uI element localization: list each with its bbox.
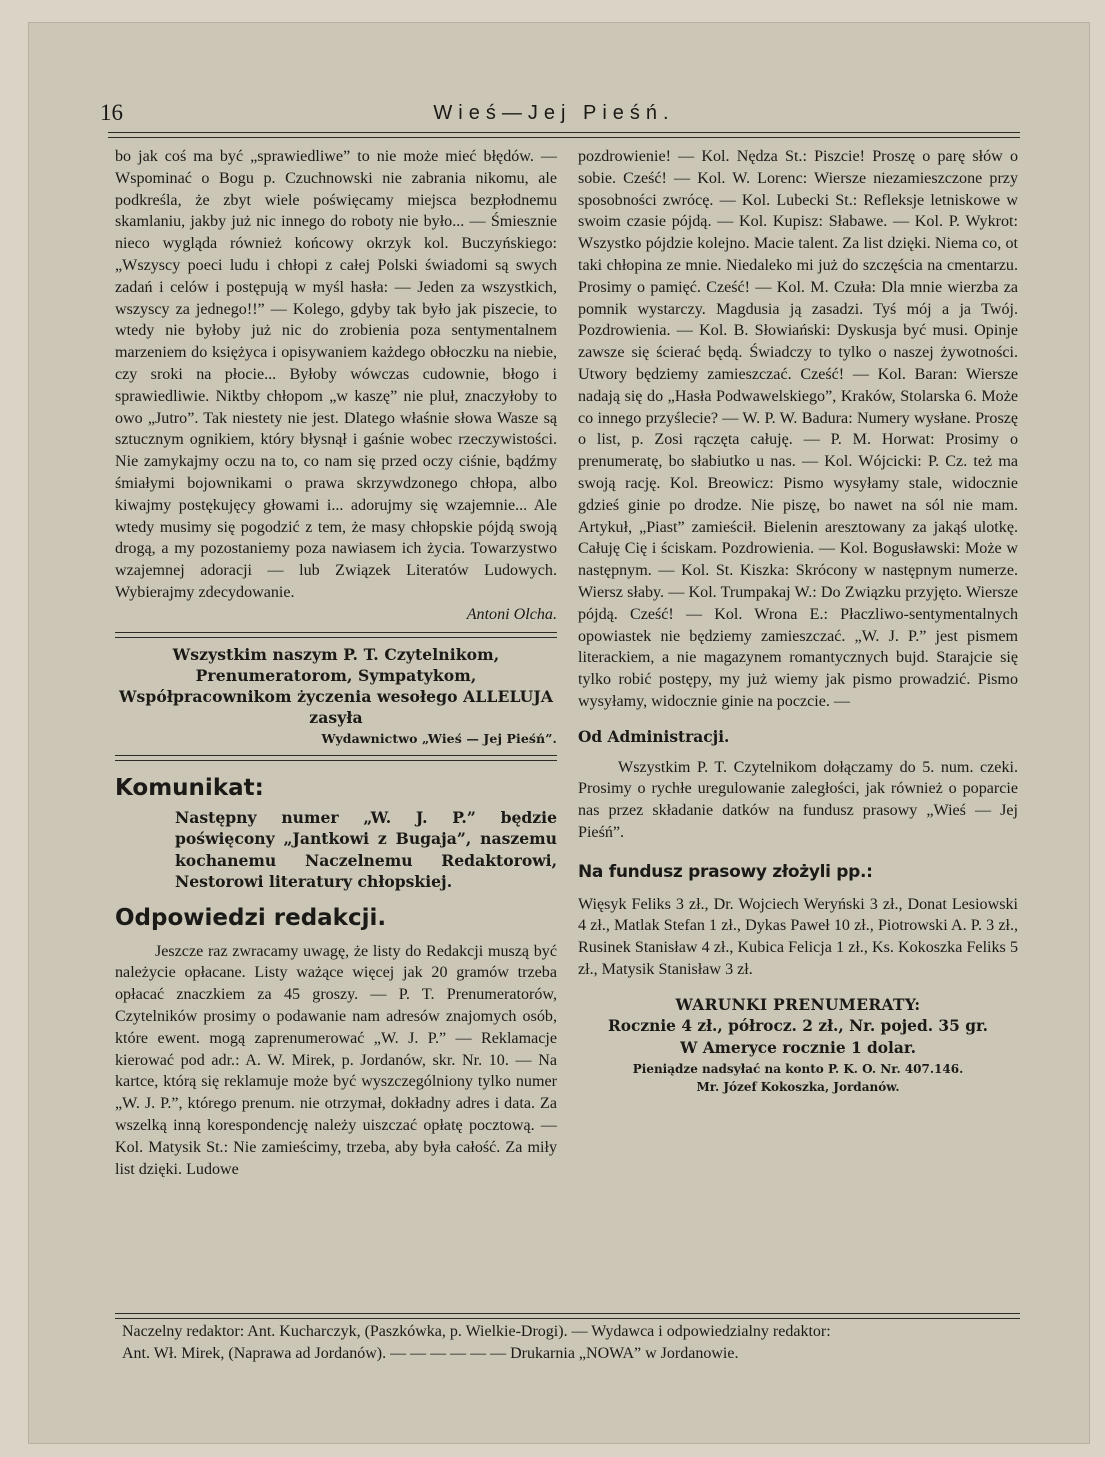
greeting-text: Wszystkim naszym P. T. Czytelnikom, Prenumeratorom, Sympatykom, Współpracownikom życzenia wesołego ALLELUJA zasyła [118, 644, 554, 727]
greeting-publisher: Wydawnictwo „Wieś — Jej Pieśń”. [321, 730, 557, 746]
easter-greeting [115, 644, 557, 749]
divider [115, 632, 557, 638]
article-signature: Antoni Olcha. [466, 605, 557, 623]
odpowiedzi-heading: Odpowiedzi redakcji. [115, 904, 387, 931]
divider [115, 755, 557, 761]
admin-text: Wszystkim P. T. Czytelnikom dołączamy do 5. num. czeki. Prosimy o rychłe uregulowanie zaległości, jak również o poparcie nas przez składanie datków na fundusz prasowy „Wieś — Jej Pieśń”. [578, 758, 1018, 841]
header-rule [108, 132, 1020, 138]
left-column [115, 146, 557, 1180]
footer-line-2: Ant. Wł. Mirek, (Naprawa ad Jordanów). — — — — — — Drukarnia „NOWA” w Jordanowie. [122, 1344, 739, 1362]
footer-rule [115, 1313, 1020, 1319]
replies-text: pozdrowienie! — Kol. Nędza St.: Piszcie! Proszę o parę słów o sobie. Cześć! — Kol. W. Lorenc: Wiersze niezamieszczone przy sposobności zwrócę. — Kol. Lubecki St.: Refleksje letniskowe w swoim czasie pójdą. — Kol. Kupisz: Słabawe. — Kol. P. Wykrot: Wszystko pójdzie kolejno. Macie talent. Za list dzięki. Niema co, ot taki chłopina ze mnie. Niedaleko mi już do szczęścia na cmentarzu. Prosimy o pamięć. Cześć! — Kol. M. Czuła: Dla mnie wierzba za pomnik wystarczy. Magdusia ją zasadzi. Tyś mój a ja Twój. Pozdrowienia. — Kol. B. Słowiański: Dyskusja być musi. Opinje zawsze się ścierać będą. Świadczy to tylko o naszej żywotności. Utwory będziemy zamieszczać. Cześć! — Kol. Baran: Wiersze nadają się do „Hasła Podwawelskiego”, Kraków, Stolarska 6. Może co innego przyślecie? — W. P. W. Badura: Numery wysłane. Proszę o list, p. Zosi rączęta całuję. — P. M. Horwat: Prosimy o prenumeratę, bo słabiutko u nas. — Kol. Wójcicki: P. Cz. też ma swoją rację. Kol. Breowicz: Pismo wysyłamy stale, widocznie gdzieś ginie po drodze. Nie piszę, bo nawet na sól nie mam. Artykuł, „Piast” zamieścił. Bielenin aresztowany za jakąś ulotkę. Całuję Cię i ściskam. Pozdrowienia. — Kol. Bogusławski: Może w następnym. — Kol. St. Kiszka: Skrócony w następnym numerze. Wiersz słaby. — Kol. Trumpakaj W.: Do Związku przyjęto. Wiersze pójdą. Cześć! — Kol. Wrona E.: Płaczliwo-sentymentalnych opowiastek nie będziemy zamieszczać. „W. J. P.” jest pismem literackiem, a nie magazynem romantycznych bujd. Starajcie się tylko robić postępy, my już wiemy jak pismo prowadzić. Pismo wysyłamy, widocznie ginie na poczcie. — [578, 148, 1018, 710]
odpowiedzi-text: Jeszcze raz zwracamy uwagę, że listy do Redakcji muszą być należycie opłacane. Listy ważące więcej jak 20 gramów trzeba opłacać znaczkiem za 45 groszy. — P. T. Prenumeratorów, Czytelników prosimy o podawanie nam adresów znajomych osób, które ewent. mogą zaprenumerować „W. J. P.” — Reklamacje kierować pod adr.: A. W. Mirek, p. Jordanów, skr. Nr. 10. — Na kartce, którą się reklamuje może być wyszczególniony tylko numer „W. J. P.”, którego prenum. nie otrzymał, dokładny adres i data. Za wszelką inną korespondencję należy uiszczać opłatę pocztową. — Kol. Matysik St.: Nie zamieścimy, trzeba, aby była całość. Za miły list dzięki. Ludowe [115, 942, 557, 1178]
terms-line-2: W Ameryce rocznie 1 dolar. [680, 1039, 916, 1058]
running-title: Wieś—Jej Pieśń. [433, 102, 675, 124]
terms-line-3: Pieniądze nadsyłać na konto P. K. O. Nr. 407.146. [632, 1062, 964, 1077]
admin-heading: Od Administracji. [578, 727, 730, 746]
fund-text: Więsyk Feliks 3 zł., Dr. Wojciech Weryński 3 zł., Donat Lesiowski 4 zł., Matlak Stefan 1 zł., Dykas Paweł 10 zł., Piotrowski A. P. 3 zł., Rusinek Stanisław 4 zł., Kubica Felicja 1 zł., Ks. Kokoszka Feliks 5 zł., Matysik Stanisław 3 zł. [578, 895, 1018, 978]
right-column [578, 146, 1018, 1096]
komunikat-text: Następny numer „W. J. P.” będzie poświęcony „Jantkowi z Bugaja”, naszemu kochanemu Naczelnemu Redaktorowi, Nestorowi literatury chłopskiej. [175, 807, 557, 892]
footer-line-1: Naczelny redaktor: Ant. Kucharczyk, (Paszkówka, p. Wielkie-Drogi). — Wydawca i odpowiedzialny redaktor: [122, 1323, 831, 1340]
terms-heading: WARUNKI PRENUMERATY: [675, 995, 921, 1014]
fund-heading: Na fundusz prasowy złożyli pp.: [578, 861, 873, 882]
article-text: bo jak coś ma być „sprawiedliwe” to nie może mieć błędów. — Wspominać o Bogu p. Czuchnowski nie zabrania nikomu, ale podkreśla, że zbyt wiele poświęcamy miejsca bezpłodnemu skamlaniu, jakby już nic innego do roboty nie było... — Śmiesznie nieco wygląda również końcowy okrzyk kol. Buczyńskiego: „Wszyscy poeci ludu i chłopi z całej Polski świadomi są swych zadań i celów i postępują w myśl hasła: — Jeden za wszystkich, wszyscy za jednego!!” — Kolego, gdyby tak było jak piszecie, to wtedy nie byłoby już nic do zrobienia poza sentymentalnem marzeniem do księżyca i opisywaniem każdego obłoczku na niebie, czy sroki na płocie... Byłoby wówczas cudownie, błogo i sprawiedliwie. Niktby chłopom „w kaszę” nie pluł, znaczyłoby to owo „Jutro”. Tak niestety nie jest. Dlatego właśnie słowa Wasze są sztucznym ognikiem, który błysnął i gaśnie wobec rzeczywistości. Nie zamykajmy oczu na to, co nam się przed oczy ciśnie, bądźmy śmiałymi bojownikami o prawa skrzywdzonego chłopa, albo kiwajmy postękujęcy głowami i... adorujmy się wzajemnie... Ale wtedy musimy się pogodzić z tem, że masy chłopskie pójdą swoją drogą, a my pozostaniemy poza nawiasem ich życia. Towarzystwo wzajemnej adoracji — lub Związek Literatów Ludowych. Wybierajmy zdecydowanie. [115, 148, 557, 601]
imprint-footer [122, 1321, 1020, 1364]
terms-line-4: Mr. Józef Kokoszka, Jordanów. [696, 1080, 900, 1095]
komunikat-heading: Komunikat: [115, 774, 264, 801]
subscription-terms [578, 995, 1018, 1096]
page-number: 16 [100, 100, 123, 125]
terms-line-1: Rocznie 4 zł., półrocz. 2 zł., Nr. pojed. 35 gr. [607, 1017, 989, 1036]
